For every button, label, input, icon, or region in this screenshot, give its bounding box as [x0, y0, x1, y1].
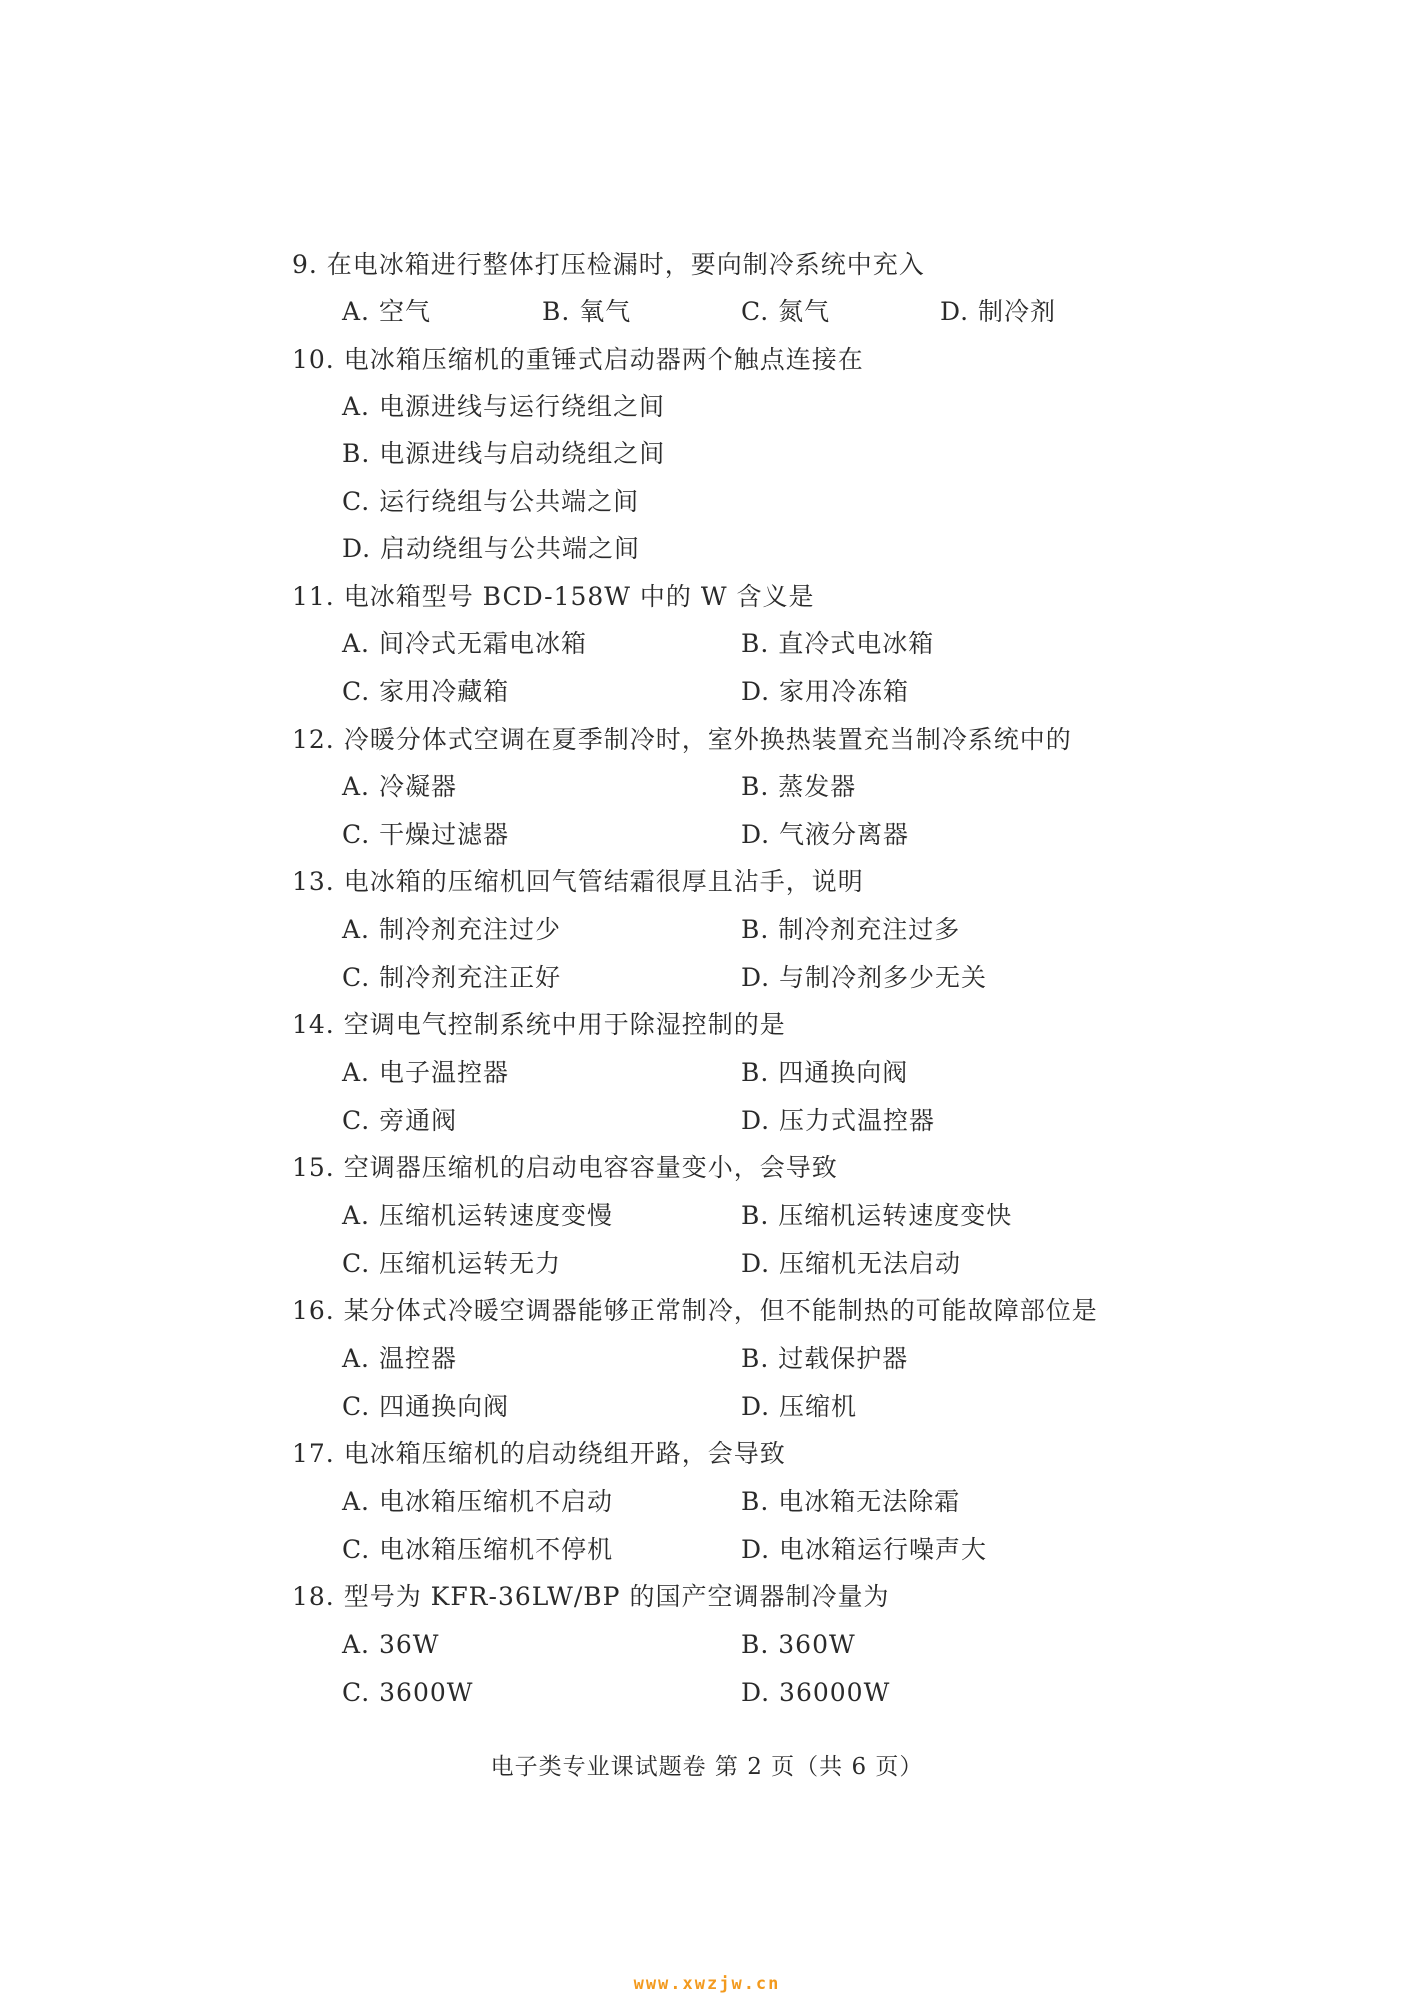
question-17-stem: 17. 电冰箱压缩机的启动绕组开路，会导致 [292, 1439, 786, 1468]
question-12-option-b: B. 蒸发器 [741, 772, 857, 801]
question-14-option-c: C. 旁通阀 [342, 1106, 458, 1135]
question-11-option-a: A. 间冷式无霜电冰箱 [342, 629, 587, 658]
question-18-option-c: C. 3600W [342, 1678, 474, 1707]
question-15-option-d: D. 压缩机无法启动 [741, 1249, 962, 1278]
question-13-option-a: A. 制冷剂充注过少 [342, 915, 561, 944]
question-17-option-a: A. 电冰箱压缩机不启动 [342, 1487, 613, 1516]
question-14-option-a: A. 电子温控器 [342, 1058, 509, 1087]
question-10-option-c: C. 运行绕组与公共端之间 [342, 487, 640, 516]
question-16-stem: 16. 某分体式冷暖空调器能够正常制冷，但不能制热的可能故障部位是 [292, 1296, 1098, 1325]
question-12-stem: 12. 冷暖分体式空调在夏季制冷时，室外换热装置充当制冷系统中的 [292, 725, 1072, 754]
question-13-option-d: D. 与制冷剂多少无关 [741, 963, 988, 992]
question-18-stem: 18. 型号为 KFR-36LW/BP 的国产空调器制冷量为 [292, 1582, 890, 1611]
question-18-option-d: D. 36000W [741, 1678, 891, 1707]
question-9-option-a: A. 空气 [342, 297, 431, 326]
question-16-option-d: D. 压缩机 [741, 1392, 858, 1421]
question-13-option-b: B. 制冷剂充注过多 [741, 915, 961, 944]
question-10-option-a: A. 电源进线与运行绕组之间 [342, 392, 665, 421]
question-11-stem: 11. 电冰箱型号 BCD-158W 中的 W 含义是 [292, 582, 815, 611]
question-9-option-c: C. 氮气 [741, 297, 831, 326]
question-15-option-c: C. 压缩机运转无力 [342, 1249, 562, 1278]
question-9-stem: 9. 在电冰箱进行整体打压检漏时，要向制冷系统中充入 [292, 250, 925, 279]
site-watermark: www.xwzjw.cn [633, 1974, 781, 1994]
question-12-option-a: A. 冷凝器 [342, 772, 457, 801]
question-14-option-d: D. 压力式温控器 [741, 1106, 936, 1135]
question-11-option-d: D. 家用冷冻箱 [741, 677, 910, 706]
question-18-option-a: A. 36W [342, 1630, 440, 1659]
question-17-option-b: B. 电冰箱无法除霜 [741, 1487, 961, 1516]
question-14-option-b: B. 四通换向阀 [741, 1058, 909, 1087]
question-11-option-b: B. 直冷式电冰箱 [741, 629, 935, 658]
question-10-option-b: B. 电源进线与启动绕组之间 [342, 439, 666, 468]
question-9-option-b: B. 氧气 [542, 297, 632, 326]
question-15-option-a: A. 压缩机运转速度变慢 [342, 1201, 613, 1230]
question-14-stem: 14. 空调电气控制系统中用于除湿控制的是 [292, 1010, 786, 1039]
question-16-option-b: B. 过载保护器 [741, 1344, 909, 1373]
question-13-option-c: C. 制冷剂充注正好 [342, 963, 562, 992]
question-15-stem: 15. 空调器压缩机的启动电容容量变小，会导致 [292, 1153, 838, 1182]
question-12-option-c: C. 干燥过滤器 [342, 820, 510, 849]
question-9-option-d: D. 制冷剂 [940, 297, 1057, 326]
question-11-option-c: C. 家用冷藏箱 [342, 677, 510, 706]
question-17-option-c: C. 电冰箱压缩机不停机 [342, 1535, 614, 1564]
question-10-stem: 10. 电冰箱压缩机的重锤式启动器两个触点连接在 [292, 345, 864, 374]
question-16-option-a: A. 温控器 [342, 1344, 457, 1373]
question-15-option-b: B. 压缩机运转速度变快 [741, 1201, 1013, 1230]
question-13-stem: 13. 电冰箱的压缩机回气管结霜很厚且沾手，说明 [292, 867, 864, 896]
question-16-option-c: C. 四通换向阀 [342, 1392, 510, 1421]
question-18-option-b: B. 360W [741, 1630, 856, 1659]
page-footer: 电子类专业课试题卷 第 2 页（共 6 页） [490, 1754, 924, 1780]
question-10-option-d: D. 启动绕组与公共端之间 [342, 534, 641, 563]
question-12-option-d: D. 气液分离器 [741, 820, 910, 849]
question-17-option-d: D. 电冰箱运行噪声大 [741, 1535, 988, 1564]
